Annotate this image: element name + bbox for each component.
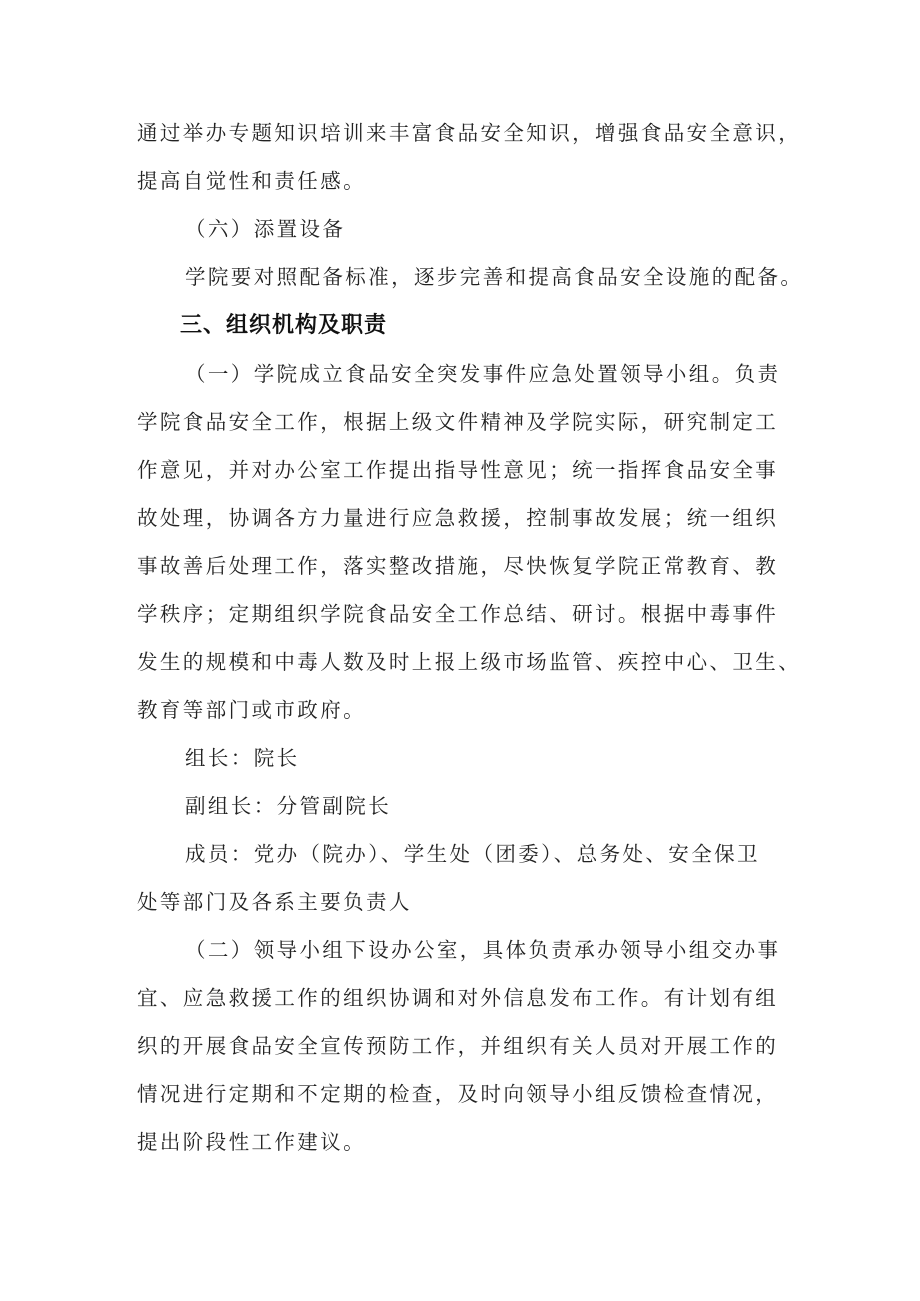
body-text-line: 情况进行定期和不定期的检查，及时向领导小组反馈检查情况， <box>137 1082 779 1106</box>
body-text-line: 学院要对照配备标准，逐步完善和提高食品安全设施的配备。 <box>185 265 804 289</box>
body-text-line: 教育等部门或市政府。 <box>137 698 366 722</box>
body-text-line: 学秩序；定期组织学院食品安全工作总结、研讨。根据中毒事件 <box>137 602 779 626</box>
group-leader-line: 组长：院长 <box>185 746 300 770</box>
deputy-leader-line: 副组长：分管副院长 <box>185 794 392 818</box>
subsection-title-equipment: （六）添置设备 <box>185 217 346 241</box>
body-text-line: 故处理，协调各方力量进行应急救援，控制事故发展；统一组织 <box>137 506 779 530</box>
body-text-line: 作意见，并对办公室工作提出指导性意见；统一指挥食品安全事 <box>137 458 779 482</box>
members-line: 成员：党办（院办）、学生处（团委）、总务处、安全保卫 <box>185 842 760 866</box>
body-text-line: 通过举办专题知识培训来丰富食品安全知识，增强食品安全意识， <box>137 121 802 145</box>
paragraph-office-start: （二）领导小组下设办公室，具体负责承办领导小组交办事 <box>185 938 781 962</box>
body-text-line: 提出阶段性工作建议。 <box>137 1130 366 1154</box>
body-text-line: 事故善后处理工作，落实整改措施，尽快恢复学院正常教育、教 <box>137 554 779 578</box>
body-text-line: 织的开展食品安全宣传预防工作，并组织有关人员对开展工作的 <box>137 1034 779 1058</box>
members-line-continued: 处等部门及各系主要负责人 <box>137 890 412 914</box>
section-heading-organization: 三、组织机构及职责 <box>180 313 388 338</box>
body-text-line: 宜、应急救援工作的组织协调和对外信息发布工作。有计划有组 <box>137 986 779 1010</box>
paragraph-leading-group-start: （一）学院成立食品安全突发事件应急处置领导小组。负责 <box>185 362 781 386</box>
body-text-line: 提高自觉性和责任感。 <box>137 169 366 193</box>
body-text-line: 学院食品安全工作，根据上级文件精神及学院实际，研究制定工 <box>137 410 779 434</box>
body-text-line: 发生的规模和中毒人数及时上报上级市场监管、疾控中心、卫生、 <box>137 650 802 674</box>
